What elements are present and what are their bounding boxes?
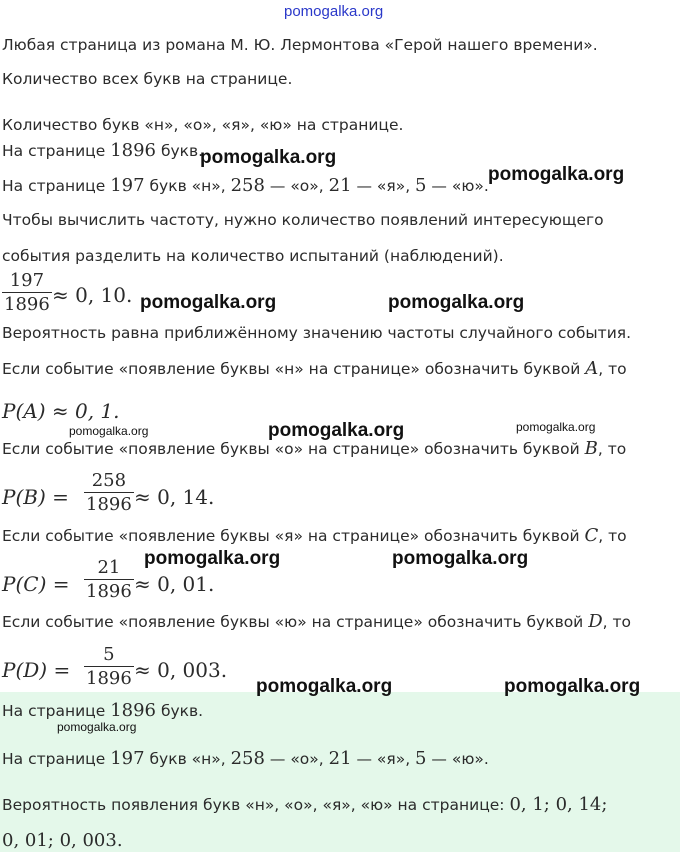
fraction-5: 5 1896 bbox=[86, 644, 132, 689]
event-d-line: Если событие «появление буквы «ю» на странице» обозначить буквой D, то bbox=[2, 611, 631, 632]
answer-line-3: Вероятность появления букв «н», «о», «я», «ю» на странице: 0, 1; 0, 14; bbox=[2, 794, 608, 815]
fraction-21: 21 1896 bbox=[86, 557, 132, 602]
prob-b-lhs: P(B) = bbox=[2, 485, 69, 509]
explanation-line-1: Чтобы вычислить частоту, нужно количество появлений интересующего bbox=[2, 211, 604, 229]
watermark: pomogalka.org bbox=[140, 292, 277, 313]
prob-a: P(A) ≈ 0, 1. bbox=[2, 399, 120, 423]
watermark-top: pomogalka.org bbox=[284, 3, 384, 20]
fraction-197: 197 1896 bbox=[4, 270, 50, 315]
fraction-258: 258 1896 bbox=[86, 470, 132, 515]
prob-d-value: ≈ 0, 003. bbox=[134, 658, 228, 682]
watermark: pomogalka.org bbox=[144, 548, 281, 569]
watermark: pomogalka.org bbox=[57, 720, 137, 734]
letter-counts-line: На странице 197 букв «н», 258 — «о», 21 — «я», 5 — «ю». bbox=[2, 175, 489, 196]
question-2: Количество букв «н», «о», «я», «ю» на странице. bbox=[2, 116, 404, 134]
watermark: pomogalka.org bbox=[388, 292, 525, 313]
condition-text: Любая страница из романа М. Ю. Лермонтова «Герой нашего времени». bbox=[2, 36, 598, 54]
event-c-line: Если событие «появление буквы «я» на странице» обозначить буквой C, то bbox=[2, 525, 627, 546]
prob-d-lhs: P(D) = bbox=[2, 658, 71, 682]
answer-line-1: На странице 1896 букв. bbox=[2, 700, 204, 721]
watermark: pomogalka.org bbox=[504, 676, 641, 697]
watermark: pomogalka.org bbox=[392, 548, 529, 569]
explanation-line-2: события разделить на количество испытаний (наблюдений). bbox=[2, 247, 504, 265]
event-b-line: Если событие «появление буквы «о» на странице» обозначить буквой B, то bbox=[2, 438, 627, 459]
prob-c-lhs: P(C) = bbox=[2, 572, 70, 596]
prob-c-value: ≈ 0, 01. bbox=[134, 572, 215, 596]
watermark: pomogalka.org bbox=[256, 676, 393, 697]
probability-statement: Вероятность равна приближённому значению частоты случайного события. bbox=[2, 324, 632, 342]
answer-line-2: На странице 197 букв «н», 258 — «о», 21 — «я», 5 — «ю». bbox=[2, 748, 489, 769]
watermark: pomogalka.org bbox=[69, 424, 149, 438]
prob-b-value: ≈ 0, 14. bbox=[134, 485, 215, 509]
question-1: Количество всех букв на странице. bbox=[2, 70, 293, 88]
event-a-line: Если событие «появление буквы «н» на странице» обозначить буквой A, то bbox=[2, 358, 627, 379]
total-letters-line: На странице 1896 букв. bbox=[2, 140, 204, 161]
watermark: pomogalka.org bbox=[516, 420, 596, 434]
watermark: pomogalka.org bbox=[200, 147, 337, 168]
answer-line-4: 0, 01; 0, 003. bbox=[2, 830, 123, 851]
fraction-197-value: ≈ 0, 10. bbox=[52, 283, 133, 307]
watermark: pomogalka.org bbox=[488, 164, 625, 185]
watermark: pomogalka.org bbox=[268, 420, 405, 441]
